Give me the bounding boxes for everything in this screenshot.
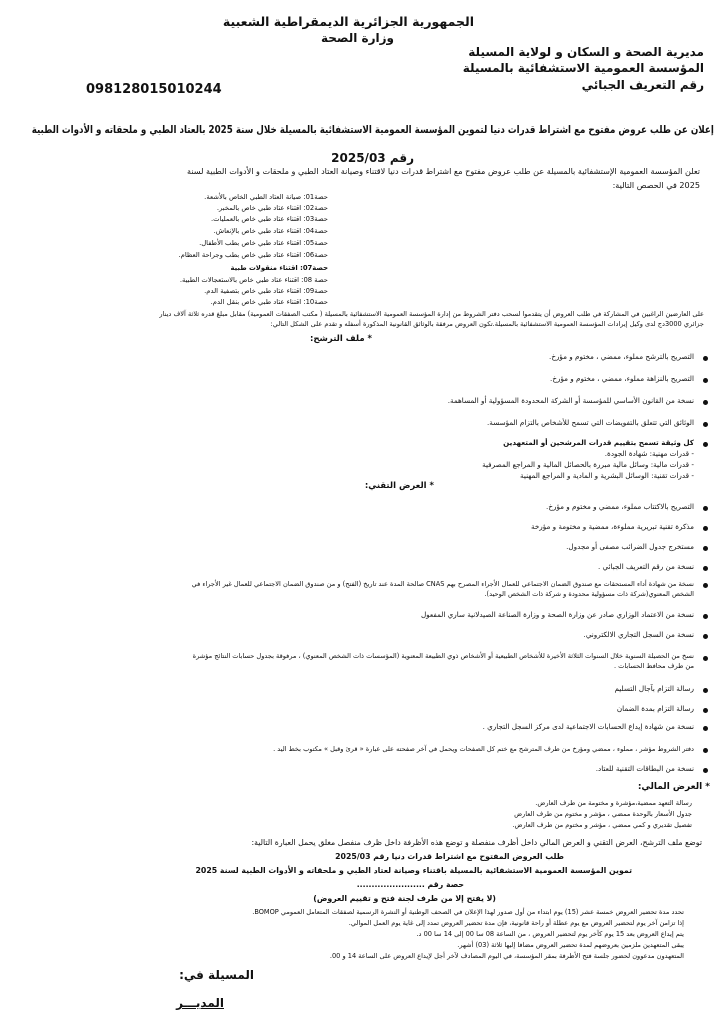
list-item: رسالة التعهد ممضية،مؤشرة و مختومة من طرف العارض.	[535, 799, 692, 807]
lot-item: حصة02: اقتناء عتاد طبي خاص بالمخبر.	[216, 204, 328, 212]
closing-line: تحدد مدة تحضير العروض خمسة عشر (15) يوم ابتداء من أول صدور لهذا الإعلان في الصحف الوطنية أو النشرة الرسمية لصفقات المتعامل العمومي BOMOP.	[252, 908, 684, 916]
list-item: جدول الأسعار بالوحدة ممضي ، مؤشر و مختوم من طرف العارض	[514, 810, 692, 818]
bullet-icon	[703, 688, 708, 693]
bullet-icon	[703, 356, 708, 361]
financial-heading: * العرض المالي:	[637, 782, 710, 792]
lot-item: حصة04: اقتناء عتاد طبي خاص بالإنعاش.	[213, 227, 328, 235]
list-item: نسخ من الحصيلة السنوية خلال السنوات الثلاثة الأخيرة للأشخاص الطبيعية أو الأشخاص ذوي الطبيعة المعنوية (المؤسسات ذات الشخص المعنوي) ، مرفوقة بجدول حسابات النتائج مؤشرة	[192, 652, 694, 660]
capacity-item: - قدرات مهنية: شهادة الجودة.	[604, 449, 694, 458]
institution-name: المؤسسة العمومية الاستشفائية بالمسيلة	[462, 61, 704, 75]
bullet-icon	[703, 768, 708, 773]
list-item: دفتر الشروط مؤشر ، مملوء ، ممضي ومؤرخ من طرف المترشح مع ختم كل الصفحات ويحمل في آخر صفحته على عبارة « قرئ وقبل » مكتوب بخط اليد .	[273, 745, 694, 753]
list-item: رسالة التزام بمدة الضمان	[616, 704, 694, 713]
bullet-icon	[703, 566, 708, 571]
bullet-icon	[703, 726, 708, 731]
bullet-icon	[703, 614, 708, 619]
bullet-icon	[703, 634, 708, 639]
list-item: التصريح بالترشح مملوء، ممضي ، مختوم و مؤرخ.	[549, 352, 694, 361]
intro-line-2: 2025 في الحصص التالية:	[612, 180, 700, 190]
lot-item: حصة03: اقتناء عتاد طبي خاص بالعمليات.	[211, 215, 328, 223]
bullet-icon	[703, 546, 708, 551]
envelope-line: تموين المؤسسة العمومية الاستشفائية بالمسيلة باقتناء وصيانة لعتاد الطبي و ملحقاته و الأدوات الطبية لسنة 2025	[195, 866, 632, 875]
closing-line: المتعهدون مدعوون لحضور جلسة فتح الأظرفة بمقر المؤسسة، في اليوم المصادف لآخر أجل لإيداع العروض على الساعة 14 و 00.	[329, 952, 684, 960]
list-item: رسالة التزام بآجال التسليم	[614, 684, 694, 693]
closing-line: يتم إيداع العروض بعد 15 يوم كآخر يوم لتحضير العروض ، من الساعة 08 سا 00 إلى 14 سا 00 د.	[416, 930, 684, 938]
lot-item: حصة06: اقتناء عتاد طبي خاص بطب وجراحة العظام.	[178, 251, 328, 259]
list-item: الوثائق التي تتعلق بالتفويضات التي تسمح للأشخاص بالتزام المؤسسة.	[487, 418, 694, 427]
bullet-icon	[703, 378, 708, 383]
bullet-icon	[703, 656, 708, 661]
list-item: التصريح بالنزاهة مملوء، ممضي ، مختوم و مؤرخ.	[550, 374, 694, 383]
closing-line: إذا تزامن آخر يوم لتحضير العروض مع يوم عطلة أو راحة قانونية، فإن مدة تحضير العروض تمدد إلى غاية يوم العمل الموالي.	[348, 919, 684, 927]
list-item: مذكرة تقنية تبريرية مملوءة، ممضية و مختومة و مؤرخة	[530, 522, 694, 531]
bullet-icon	[703, 526, 708, 531]
ministry-name: وزارة الصحة	[320, 31, 394, 45]
bullet-icon	[703, 422, 708, 427]
bullet-icon	[703, 506, 708, 511]
lot-item: حصة07: اقتناء منقولات طبية	[230, 264, 328, 272]
fiscal-id-value: 098128015010244	[86, 82, 222, 97]
bullet-icon	[703, 748, 708, 753]
lots-list	[178, 0, 328, 306]
republic-name: الجمهورية الجزائرية الديمقراطية الشعبية	[222, 14, 474, 29]
lot-item: حصة 08: اقتناء عتاد طبي خاص بالاستعجالات الطبية.	[179, 276, 328, 284]
capacity-item: - قدرات تقنية: الوسائل البشرية و المادية و المراجع المهنية	[520, 471, 694, 480]
bullet-icon	[703, 708, 708, 713]
bullet-icon	[703, 400, 708, 405]
signature-director: المديـــر	[176, 996, 224, 1010]
bidders-line-2: جزائري 3000دج لدى وكيل إيرادات المؤسسة العمومية الاستشفائية بالمسيلة.تكون العروض مرفقة بالوثائق القانونية المذكورة أسفله و تقدم على الشكل التالي:	[270, 320, 704, 328]
bullet-icon	[703, 442, 708, 447]
list-item: نسخة من الاعتماد الوزاري صادر عن وزارة الصحة و وزارة الصناعة الصيدلانية ساري المفعول	[420, 610, 694, 619]
bullet-icon	[703, 583, 708, 588]
capacity-item: - قدرات مالية: وسائل مالية مبررة بالحصائل المالية و المراجع المصرفية	[482, 460, 694, 469]
lot-item: حصة01: صيانة العتاد الطبي الخاص بالأشعة.	[204, 193, 328, 201]
technical-heading: * العرض التقني:	[364, 481, 434, 491]
envelope-line: (لا يفتح إلا من طرف لجنة فتح و تقييم العروض)	[313, 894, 496, 903]
closing-line: يبقى المتعهدين ملزمين بعروضهم لمدة تحضير العروض مضافا إليها ثلاثة (03) أشهر.	[457, 941, 684, 949]
list-item: نسخة من البطاقات التقنية للعتاد.	[595, 764, 694, 773]
announcement-number: رقم 2025/03	[331, 151, 414, 165]
envelope-line: حصة رقم .......................	[356, 880, 464, 889]
announcement-title: إعلان عن طلب عروض مفتوح مع اشتراط قدرات دنيا لتموين المؤسسة العمومية الاستشفائية بالمسيلة خلال سنة 2025 بالعتاد الطبي و ملحقاته و الأدوات الطبية	[31, 124, 715, 136]
list-item: من طرف محافظ الحسابات .	[613, 662, 694, 670]
list-item: الشخص المعنوي(شركة ذات مسؤولية محدودة و شركة ذات الشخص الوحيد).	[484, 590, 694, 598]
envelope-text: توضع ملف الترشح، العرض التقني و العرض المالي داخل أظرف منفصلة و توضع هذه الأظرفة داخل ظرف منفصل مغلق يحمل العبارة التالية:	[251, 838, 702, 847]
list-item: نسخة من شهادة أداء المستحقات مع صندوق الضمان الاجتماعي للعمال الأجراء المصرح بهم CNAS صالحة المدة عند تاريخ (الفتح) و من صندوق الضمان الاجتماعي للعمال غير الأجراء في	[191, 580, 694, 588]
list-item: مستخرج جدول الضرائب مصفى أو مجدول.	[566, 542, 694, 551]
intro-line-1: تعلن المؤسسة العمومية الإستشفائية بالمسيلة عن طلب عروض مفتوح مع اشتراط قدرات دنيا لاقتناء وصيانة العتاد الطبي و ملحقات و الأدوات الطبية لسنة	[187, 166, 700, 176]
list-item: نسخة من القانون الأساسي للمؤسسة أو الشركة المحدودة المسؤولية أو المساهمة.	[447, 396, 694, 405]
list-item: نسخة من رقم التعريف الجبائي .	[597, 562, 694, 571]
bidders-line-1: على العارضين الراغبين في المشاركة في طلب العروض أن يتقدموا لسحب دفتر الشروط من إدارة المؤسسة العمومية الاستشفائية بالمسيلة ( مكتب الصفقات العمومية) مقابل مبلغ قدره ثلاثة آلاف دينار	[159, 310, 704, 318]
directorate-name: مديرية الصحة و السكان و لولاية المسيلة	[468, 45, 704, 59]
fiscal-id-label: رقم التعريف الجبائي	[581, 78, 704, 92]
list-item: نسخة من السجل التجاري الالكتروني.	[583, 630, 694, 639]
lot-item: حصة09: اقتناء عتاد طبي خاص بتصفية الدم.	[204, 287, 328, 295]
list-item: التصريح بالاكتتاب مملوء، ممضي و مختوم و مؤرخ.	[546, 502, 694, 511]
list-item: كل وثيقة تسمح بتقييم قدرات المرشحين أو المتعهدين	[503, 438, 694, 447]
list-item: نسخة من شهادة إيداع الحسابات الاجتماعية لدى مركز السجل التجاري .	[482, 722, 694, 731]
signature-place: المسيلة في:	[179, 968, 254, 982]
lot-item: حصة10: اقتناء عتاد طبي خاص بنقل الدم.	[210, 298, 328, 306]
list-item: تفصيل تقديري و كمي ممضي ، مؤشر و مختوم من طرف العارض.	[512, 821, 692, 829]
lot-item: حصة05: اقتناء عتاد طبي خاص بطب الأطفال.	[199, 239, 328, 247]
candidature-heading: * ملف الترشح:	[310, 334, 372, 344]
envelope-line: طلب العروض المفتوح مع اشتراط قدرات دنيا رقم 2025/03	[335, 852, 564, 861]
